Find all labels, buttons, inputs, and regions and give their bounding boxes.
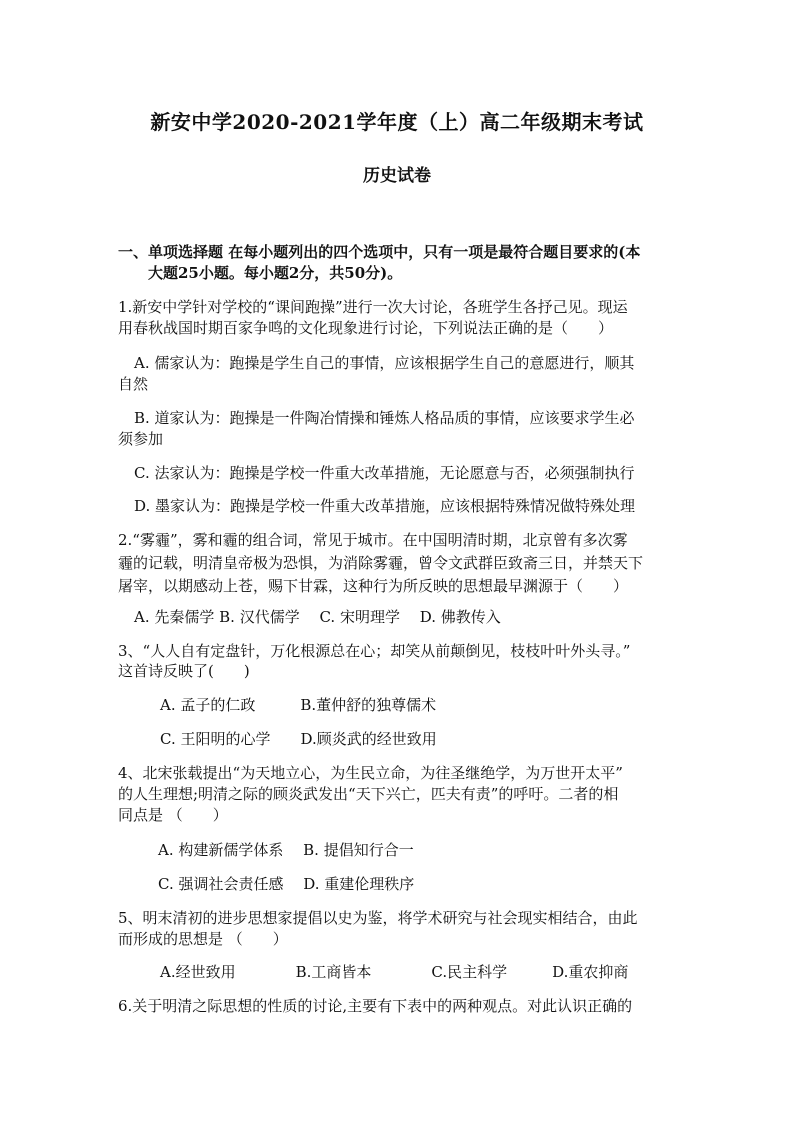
- q5-stem-line-2: 而形成的思想是 （ ）: [118, 930, 288, 948]
- q1-option-a-line-2: 自然: [118, 375, 149, 393]
- q1-option-b-line-1: B. 道家认为：跑操是一件陶冶情操和锤炼人格品质的事情，应该要求学生必: [134, 409, 635, 427]
- q3-options-row-1: A. 孟子的仁政 B.董仲舒的独尊儒术: [160, 696, 437, 714]
- q4-options-row-1: A. 构建新儒学体系 B. 提倡知行合一: [158, 841, 414, 859]
- q3-stem-line-1: 3、“人人自有定盘针，万化根源总在心；却笑从前颠倒见，枝枝叶叶外头寻。”: [118, 642, 631, 660]
- q3-options-row-2: C. 王阳明的心学 D.顾炎武的经世致用: [160, 730, 437, 748]
- q1-stem-line-2: 用春秋战国时期百家争鸣的文化现象进行讨论，下列说法正确的是（ ）: [118, 319, 614, 337]
- q1-stem-line-1: 1.新安中学针对学校的“课间跑操”进行一次大讨论，各班学生各抒己见。现运: [118, 298, 628, 316]
- q4-stem-line-3: 同点是 （ ）: [118, 806, 228, 824]
- q6-stem-line-1: 6.关于明清之际思想的性质的讨论,主要有下表中的两种观点。对此认识正确的: [118, 997, 633, 1015]
- q3-stem-line-2: 这首诗反映了( ): [118, 662, 250, 680]
- q4-stem-line-2: 的人生理想;明清之际的顾炎武发出“天下兴亡，匹夫有责”的呼吁。二者的相: [118, 785, 619, 803]
- q2-stem-line-3: 屠宰，以期感动上苍，赐下甘霖，这种行为所反映的思想最早渊源于（ ）: [118, 577, 629, 595]
- q5-options: A.经世致用 B.工商皆本 C.民主科学 D.重农抑商: [160, 963, 629, 981]
- q1-option-d: D. 墨家认为：跑操是学校一件重大改革措施，应该根据特殊情况做特殊处理: [134, 497, 636, 515]
- q4-stem-line-1: 4、北宋张载提出“为天地立心，为生民立命，为往圣继绝学，为万世开太平”: [118, 764, 623, 782]
- q1-option-b-line-2: 须参加: [118, 430, 164, 448]
- q4-options-row-2: C. 强调社会责任感 D. 重建伦理秩序: [158, 875, 415, 893]
- q1-option-c: C. 法家认为：跑操是学校一件重大改革措施，无论愿意与否，必须强制执行: [134, 464, 635, 482]
- q2-stem-line-2: 霾的记载，明清皇帝极为恐惧，为消除雾霾，曾令文武群臣致斋三日，并禁天下: [118, 554, 644, 572]
- exam-subtitle: 历史试卷: [363, 166, 431, 186]
- q2-options: A. 先秦儒学 B. 汉代儒学 C. 宋明理学 D. 佛教传入: [134, 608, 501, 626]
- q2-stem-line-1: 2.“雾霾”，雾和霾的组合词，常见于城市。在中国明清时期，北京曾有多次雾: [118, 531, 628, 549]
- q1-option-a-line-1: A. 儒家认为：跑操是学生自己的事情，应该根据学生自己的意愿进行，顺其: [134, 354, 635, 372]
- section-instruction-line-2: 大题25小题。每小题2分，共50分)。: [148, 264, 403, 282]
- q5-stem-line-1: 5、明末清初的进步思想家提倡以史为鉴，将学术研究与社会现实相结合，由此: [118, 909, 638, 927]
- section-instruction-line-1: 一、单项选择题 在每小题列出的四个选项中，只有一项是最符合题目要求的(本: [118, 243, 641, 261]
- exam-title: 新安中学2020-2021学年度（上）高二年级期末考试: [150, 110, 644, 134]
